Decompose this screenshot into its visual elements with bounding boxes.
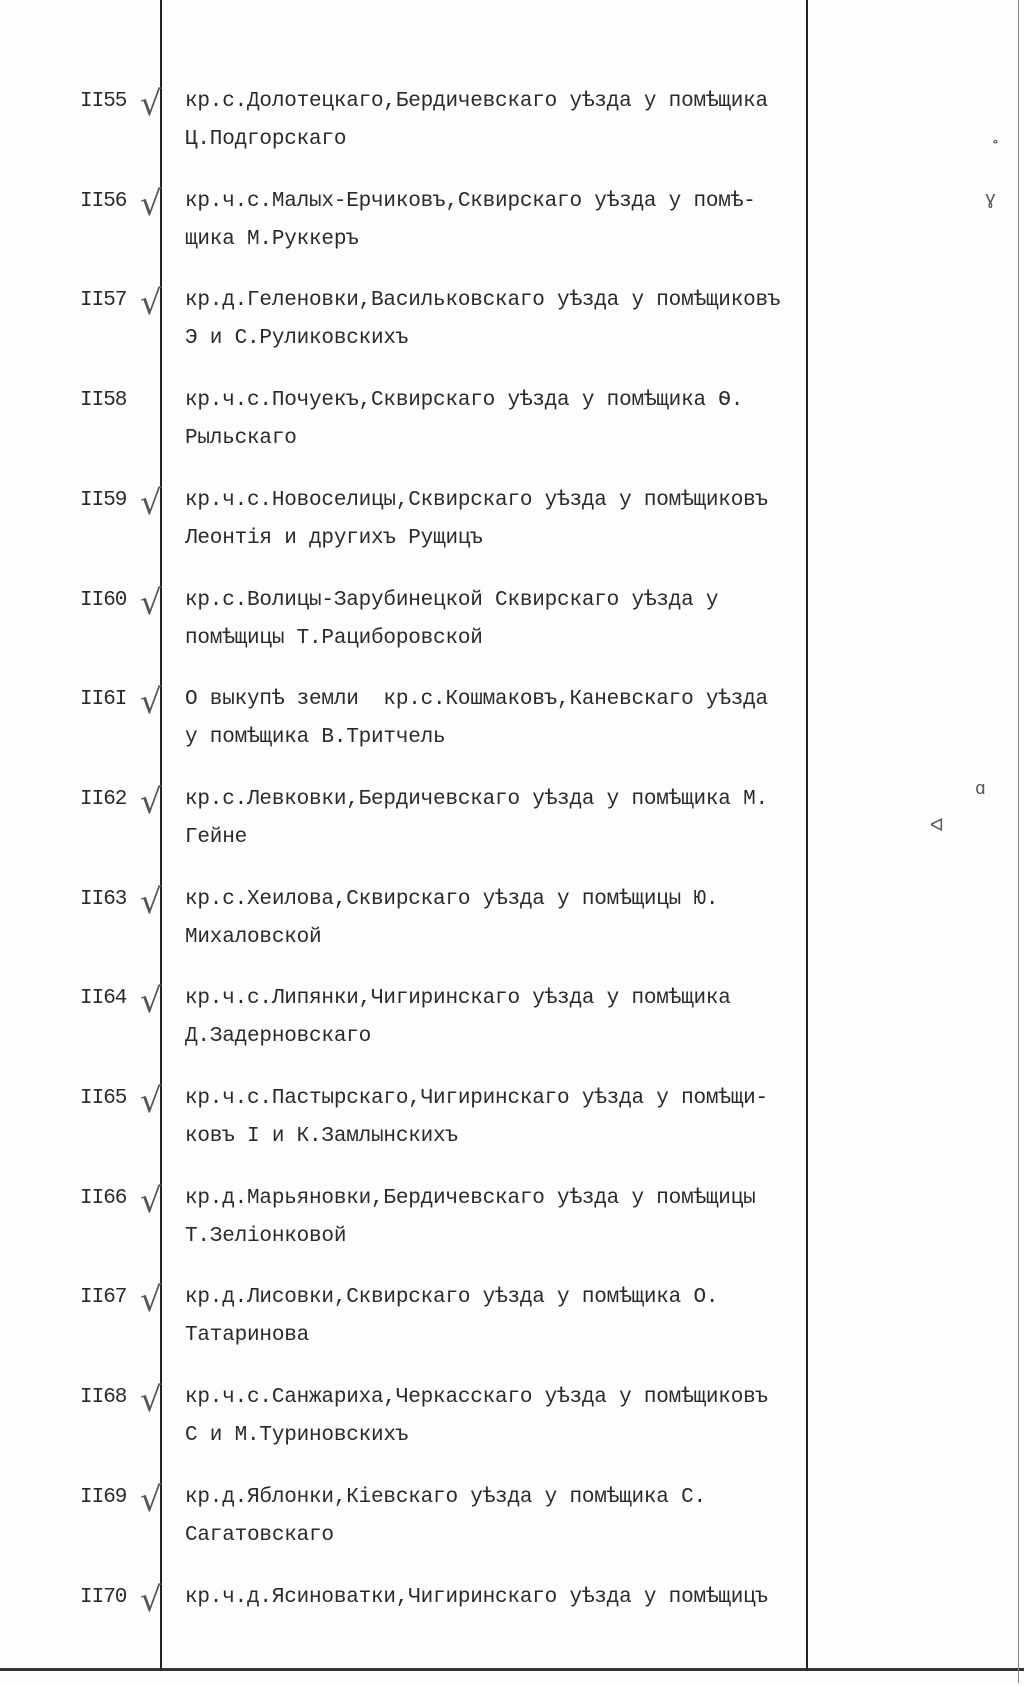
checkmark-icon: √ [140, 1479, 162, 1520]
checkmark-icon: √ [140, 582, 162, 623]
checkmark-icon: √ [140, 781, 162, 822]
entry-text-line2: Леонтія и другихъ Рущицъ [185, 526, 483, 550]
entry-text-line1: кр.с.Долотецкаго,Бердичевскаго уѣзда у помѣщика [185, 90, 768, 113]
entry-text-line2: Гейне [185, 825, 248, 849]
entry-number: II63 [80, 887, 127, 911]
checkmark-icon: √ [140, 283, 162, 324]
entry-text-line2: Михаловской [185, 925, 322, 949]
scan-speck: ɣ [985, 190, 996, 210]
entry-number: II66 [80, 1186, 127, 1210]
register-entry [0, 981, 1024, 1087]
entry-text-line2: Татаринова [185, 1324, 310, 1348]
entry-text-line2: Ц.Подгорскаго [185, 128, 347, 151]
entry-text-line2: С и М.Туриновскихъ [185, 1424, 409, 1448]
checkmark-icon: √ [140, 482, 162, 523]
entry-text-line1: кр.ч.с.Новоселицы,Сквирскаго уѣзда у помѣщиковъ [185, 488, 768, 512]
entry-text-line2: Рыльскаго [185, 427, 297, 451]
checkmark-icon: √ [140, 682, 162, 723]
entry-text-line1: кр.д.Марьяновки,Бердичевскаго уѣзда у помѣщицы [185, 1186, 756, 1210]
entry-text-line1: кр.с.Хеилова,Сквирскаго уѣзда у помѣщицы Ю. [185, 887, 719, 911]
entry-number: II60 [80, 588, 127, 612]
entry-number: II55 [80, 90, 127, 113]
checkmark-icon: √ [140, 1180, 162, 1221]
entry-text-line1: кр.ч.с.Санжариха,Черкасскаго уѣзда у помѣщиковъ [185, 1386, 768, 1410]
register-entry [0, 1280, 1024, 1386]
register-entry [0, 1479, 1024, 1586]
entry-text-line1: кр.д.Лисовки,Сквирскаго уѣзда у помѣщика О. [185, 1286, 719, 1310]
entry-text-line1: кр.ч.с.Почуекъ,Сквирскаго уѣзда у помѣщика Ѳ. [185, 389, 744, 413]
register-entry [0, 389, 1024, 489]
entry-number: II65 [80, 1087, 127, 1110]
entry-number: II62 [80, 787, 127, 811]
entry-text-line2: ковъ I и К.Замлынскихъ [185, 1125, 458, 1148]
scan-speck: ˚ [990, 140, 1001, 160]
checkmark-icon: √ [140, 981, 162, 1022]
entry-number: II67 [80, 1286, 127, 1310]
entry-text-line2: щика М.Руккеръ [185, 227, 359, 251]
entry-text-line1: кр.ч.д.Ясиноватки,Чигиринскаго уѣзда у помѣщицъ [185, 1585, 768, 1609]
register-entry [0, 84, 1024, 190]
entry-text-line1: кр.д.Яблонки,Кіевскаго уѣзда у помѣщика С. [185, 1485, 706, 1509]
entry-text-line1: кр.ч.с.Липянки,Чигиринскаго уѣзда у помѣщика [185, 987, 731, 1011]
register-entry [0, 781, 1024, 888]
register-entry [0, 183, 1024, 290]
entry-number: II68 [80, 1386, 127, 1410]
entry-text-line1: кр.ч.с.Малых-Ерчиковъ,Сквирскаго уѣзда у помѣ- [185, 189, 756, 213]
entry-number: II57 [80, 289, 127, 313]
checkmark-icon: √ [140, 183, 162, 224]
entry-number: II6I [80, 688, 127, 712]
checkmark-icon: √ [140, 1380, 162, 1421]
register-entry [0, 682, 1024, 788]
entry-text-line2: Т.Зеліонковой [185, 1224, 347, 1248]
register-entry [0, 482, 1024, 589]
entry-text-line1: О выкупѣ земли кр.с.Кошмаковъ,Каневскаго уѣзда [185, 688, 768, 712]
register-entry [0, 1180, 1024, 1287]
register-entry [0, 1579, 1024, 1686]
scan-speck: ᐊ [930, 817, 944, 837]
entry-text-line1: кр.д.Геленовки,Васильковскаго уѣзда у помѣщиковъ [185, 289, 781, 313]
entry-text-line1: кр.ч.с.Пастырскаго,Чигиринскаго уѣзда у помѣщи- [185, 1087, 768, 1110]
scan-speck: ɑ [975, 780, 986, 800]
checkmark-icon: √ [140, 84, 162, 124]
entry-number: II56 [80, 189, 127, 213]
checkmark-icon: √ [140, 1081, 162, 1121]
entry-number: II59 [80, 488, 127, 512]
checkmark-icon: √ [140, 881, 162, 922]
entry-text-line2: помѣщицы Т.Рациборовской [185, 626, 483, 650]
entry-number: II69 [80, 1485, 127, 1509]
entry-text-line2: Д.Задерновскаго [185, 1025, 372, 1049]
entry-text-line1: кр.с.Волицы-Зарубинецкой Сквирскаго уѣзда у [185, 588, 719, 612]
entry-number: II64 [80, 987, 127, 1011]
entry-text-line2: Э и С.Руликовскихъ [185, 327, 409, 351]
register-entry [0, 582, 1024, 689]
entry-text-line2: Сагатовскаго [185, 1523, 334, 1547]
register-entry [0, 881, 1024, 988]
entry-number: II70 [80, 1585, 127, 1609]
entry-number: II58 [80, 389, 127, 413]
checkmark-icon: √ [140, 1579, 162, 1620]
register-entry [0, 1380, 1024, 1486]
checkmark-icon: √ [140, 1280, 162, 1321]
register-entry [0, 283, 1024, 389]
register-entry [0, 1081, 1024, 1187]
entry-text-line2: у помѣщика В.Тритчель [185, 726, 446, 750]
entry-text-line1: кр.с.Левковки,Бердичевскаго уѣзда у помѣщика М. [185, 787, 768, 811]
